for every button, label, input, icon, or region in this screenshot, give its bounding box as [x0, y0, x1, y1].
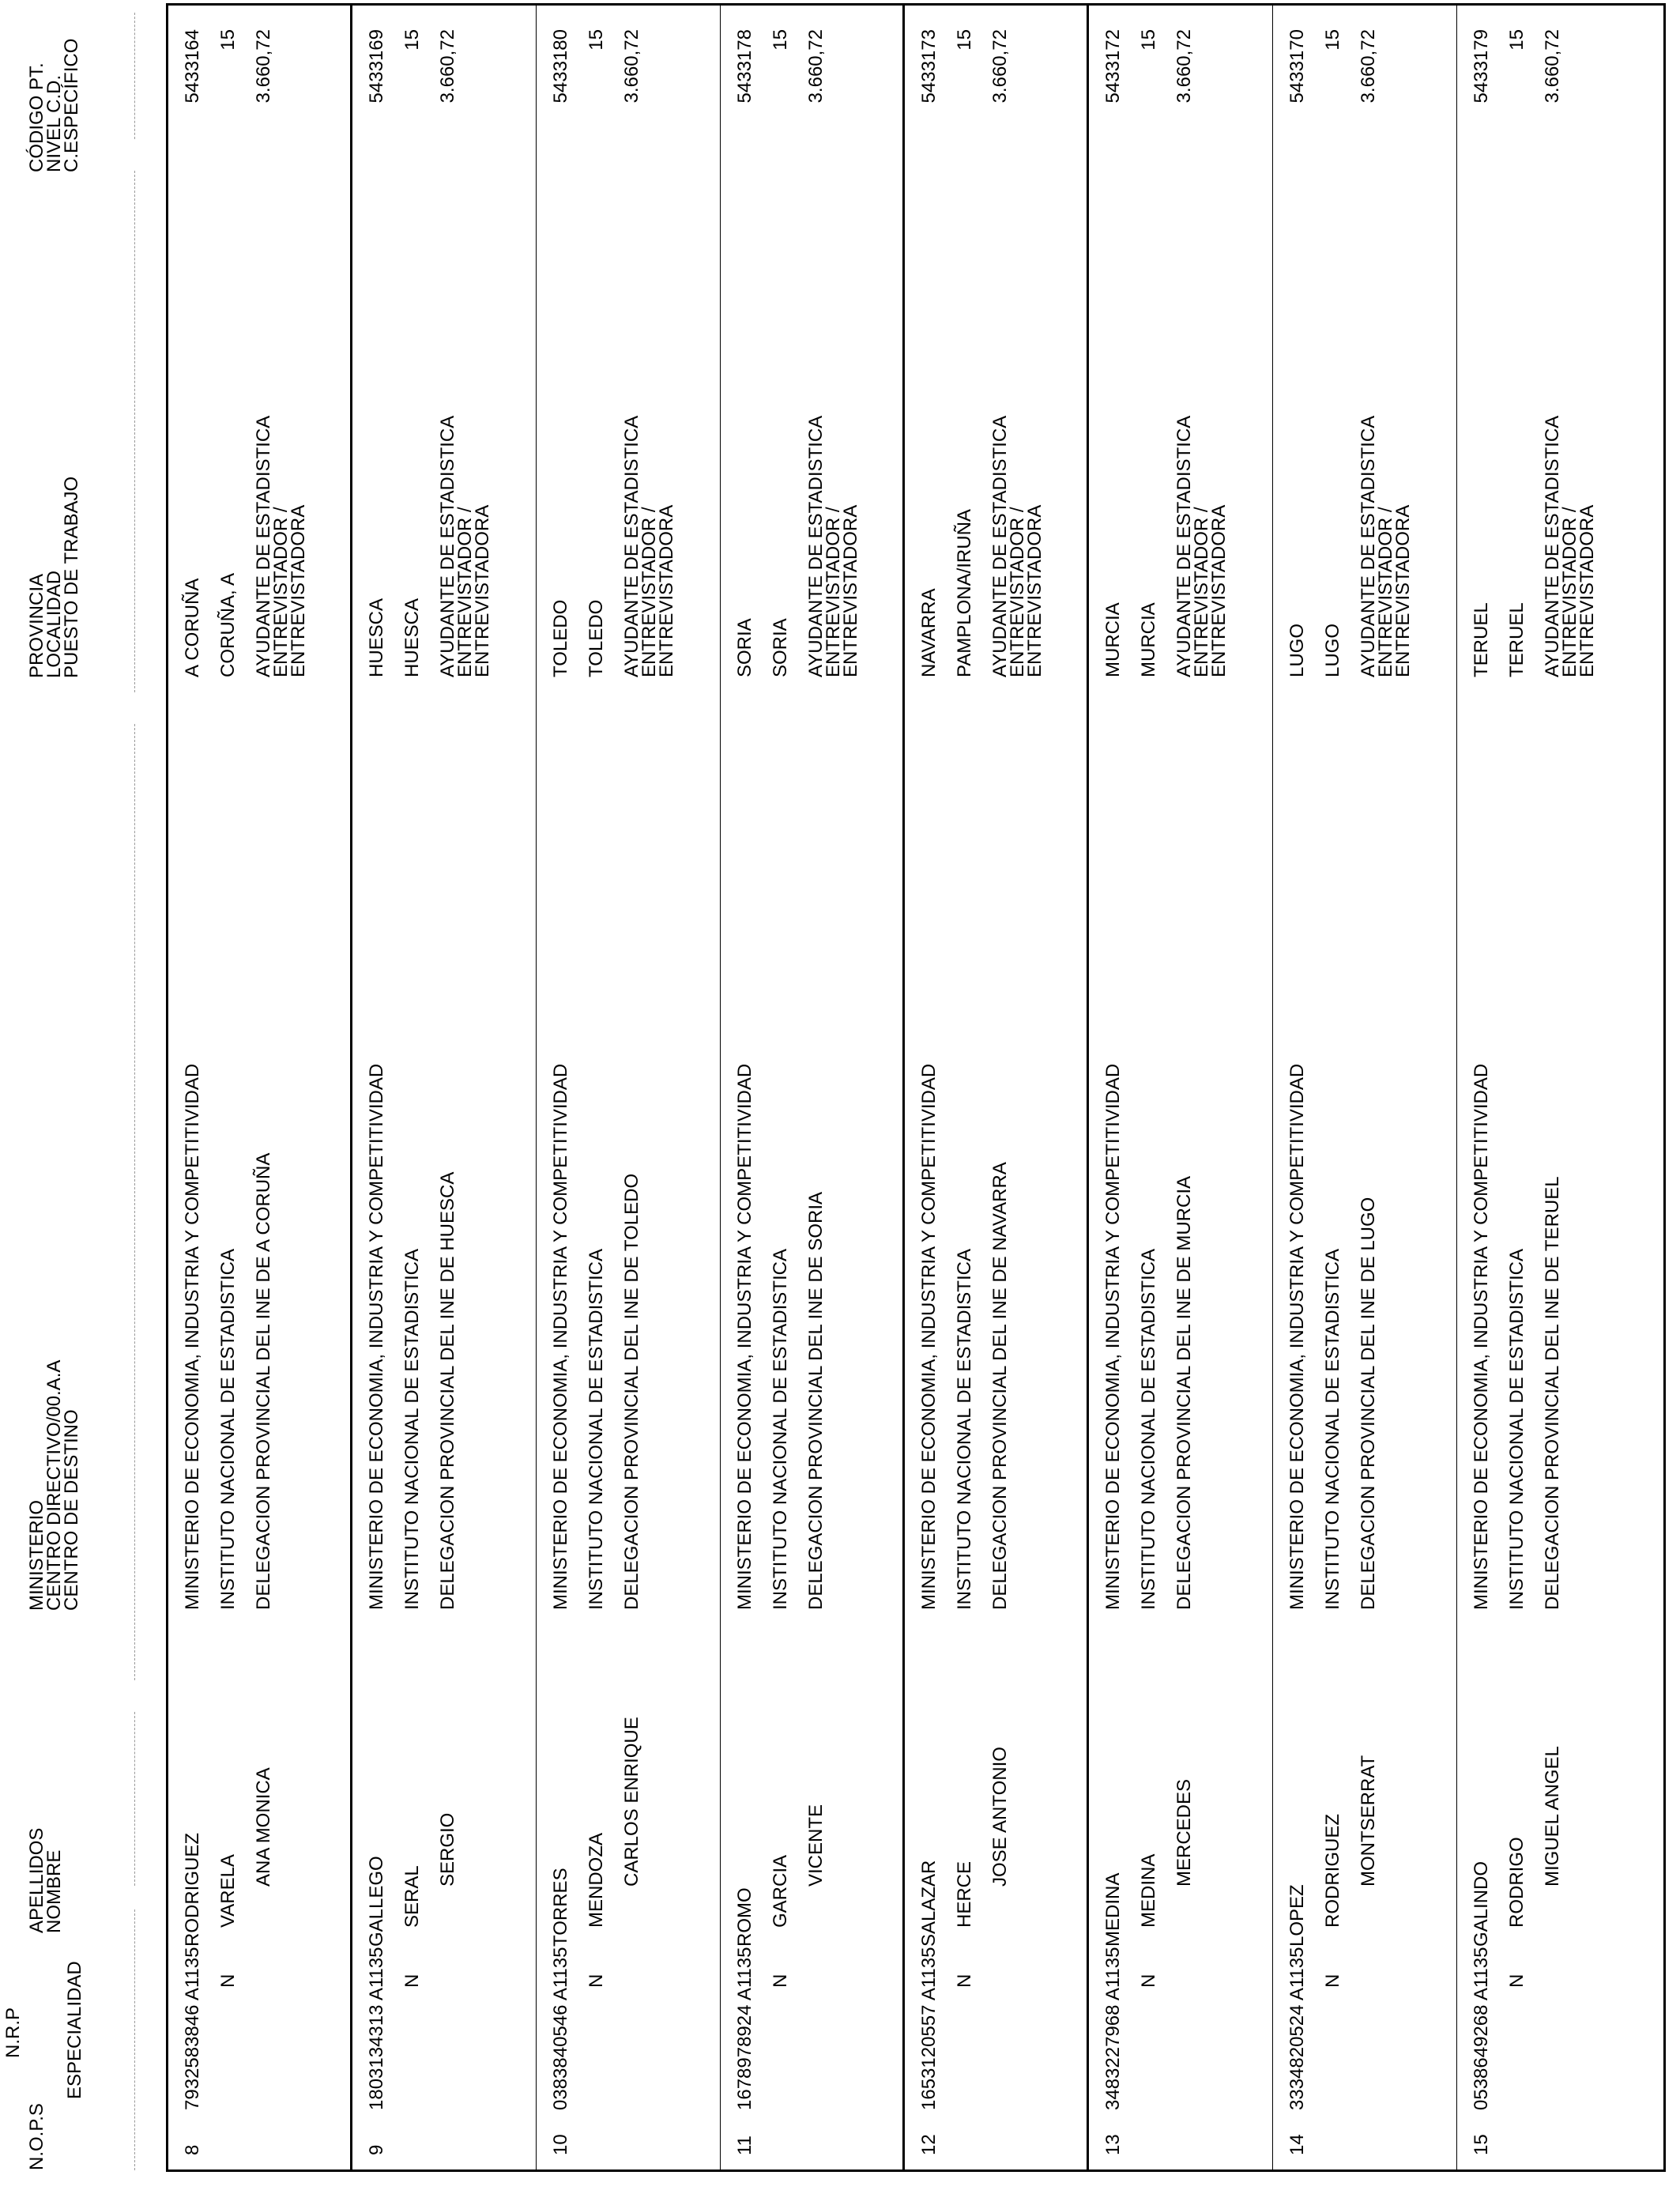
record-ministerio: MINISTERIO DE ECONOMIA, INDUSTRIA Y COMPETITIVIDAD	[182, 1063, 203, 1610]
record-nivel: 15	[1138, 29, 1159, 51]
record-especifico: 3.660,72	[253, 29, 274, 104]
header-nivel: NIVEL C.D.	[43, 74, 65, 172]
record-provincia: LUGO	[1286, 623, 1308, 677]
record-centro-destino: DELEGACION PROVINCIAL DEL INE DE LUGO	[1358, 1197, 1379, 1610]
record-nrp: 3483227968 A1135	[1102, 1947, 1124, 2110]
record-especialidad: N	[954, 1973, 975, 1988]
record-puesto-line2: ENTREVISTADOR /	[1375, 507, 1396, 677]
record-apellido1: ROMO	[734, 1887, 755, 1947]
record-nombre: MIGUEL ANGEL	[1542, 1746, 1563, 1887]
record-nombre: SERGIO	[437, 1812, 458, 1887]
record-puesto-line1: AYUDANTE DE ESTADISTICA	[989, 415, 1011, 677]
header-codigo	[28, 30, 147, 172]
record-apellido1: GALINDO	[1471, 1860, 1492, 1947]
record-puesto-line2: ENTREVISTADOR /	[1191, 507, 1212, 677]
record-centro-destino: DELEGACION PROVINCIAL DEL INE DE HUESCA	[437, 1171, 458, 1610]
record-especifico: 3.660,72	[437, 29, 458, 104]
record-localidad: HUESCA	[401, 598, 423, 677]
record-codigo: 5433169	[366, 29, 387, 104]
record-especifico: 3.660,72	[805, 29, 827, 104]
record-codigo: 5433178	[734, 29, 755, 104]
record-puesto-line2: ENTREVISTADOR /	[1007, 507, 1028, 677]
record-nivel: 15	[954, 29, 975, 51]
record-provincia: MURCIA	[1102, 602, 1124, 677]
record-apellido2: SERAL	[401, 1865, 423, 1928]
record-nops: 10	[550, 2134, 571, 2155]
record-nombre: MERCEDES	[1173, 1778, 1195, 1887]
record-row	[1089, 6, 1273, 2169]
record-centro-destino: DELEGACION PROVINCIAL DEL INE DE SORIA	[805, 1191, 827, 1610]
record-apellido2: RODRIGO	[1506, 1837, 1527, 1928]
record-row	[168, 6, 352, 2169]
record-codigo: 5433164	[182, 29, 203, 104]
record-puesto-line3: ENTREVISTADORA	[1208, 504, 1230, 677]
record-especifico: 3.660,72	[989, 29, 1011, 104]
record-apellido2: HERCE	[954, 1860, 975, 1928]
record-codigo: 5433173	[918, 29, 940, 104]
header-provincia-puesto	[28, 362, 147, 678]
record-localidad: SORIA	[770, 618, 791, 677]
header-especifico: C.ESPECÍFICO	[61, 38, 82, 172]
record-nrp: 0538649268 A1135	[1471, 1947, 1492, 2110]
record-localidad: TERUEL	[1506, 602, 1527, 677]
record-puesto-line3: ENTREVISTADORA	[1024, 504, 1045, 677]
record-especifico: 3.660,72	[1173, 29, 1195, 104]
record-nrp: 1803134313 A1135	[366, 1947, 387, 2110]
header-apellidos: APELLIDOS	[26, 1827, 47, 1933]
record-apellido1: MEDINA	[1102, 1872, 1124, 1947]
record-nops: 8	[182, 2144, 203, 2155]
record-puesto-line1: AYUDANTE DE ESTADISTICA	[1542, 415, 1563, 677]
record-nombre: VICENTE	[805, 1804, 827, 1887]
record-puesto-line1: AYUDANTE DE ESTADISTICA	[1358, 415, 1379, 677]
record-especialidad: N	[217, 1973, 239, 1988]
record-nops: 11	[734, 2136, 755, 2155]
record-centro-destino: DELEGACION PROVINCIAL DEL INE DE NAVARRA	[989, 1162, 1011, 1610]
record-localidad: CORUÑA, A	[217, 572, 239, 677]
header-rule	[134, 1712, 136, 1886]
header-rule	[134, 724, 136, 1680]
record-puesto-line1: AYUDANTE DE ESTADISTICA	[437, 415, 458, 677]
record-apellido2: VARELA	[217, 1854, 239, 1928]
record-centro-directivo: INSTITUTO NACIONAL DE ESTADISTICA	[401, 1249, 423, 1610]
record-apellido1: SALAZAR	[918, 1860, 940, 1947]
record-especialidad: N	[1506, 1973, 1527, 1988]
record-localidad: LUGO	[1322, 623, 1343, 677]
record-localidad: MURCIA	[1138, 602, 1159, 677]
record-nivel: 15	[586, 29, 607, 51]
record-nrp: 1653120557 A1135	[918, 1947, 940, 2110]
header-ministerio-centro	[28, 1137, 147, 1611]
record-localidad: TOLEDO	[586, 599, 607, 677]
record-nombre: CARLOS ENRIQUE	[621, 1717, 642, 1887]
header-apellidos-nombre	[28, 1696, 147, 1933]
record-codigo: 5433180	[550, 29, 571, 104]
record-provincia: NAVARRA	[918, 588, 940, 677]
record-codigo: 5433170	[1286, 29, 1308, 104]
record-puesto-line1: AYUDANTE DE ESTADISTICA	[1173, 415, 1195, 677]
record-centro-directivo: INSTITUTO NACIONAL DE ESTADISTICA	[1506, 1249, 1527, 1610]
record-centro-destino: DELEGACION PROVINCIAL DEL INE DE MURCIA	[1173, 1176, 1195, 1610]
record-centro-directivo: INSTITUTO NACIONAL DE ESTADISTICA	[1138, 1249, 1159, 1610]
record-nivel: 15	[770, 29, 791, 51]
record-especialidad: N	[1138, 1973, 1159, 1988]
record-puesto-line1: AYUDANTE DE ESTADISTICA	[253, 415, 274, 677]
record-puesto-line1: AYUDANTE DE ESTADISTICA	[621, 415, 642, 677]
records-table	[166, 3, 1666, 2172]
record-nombre: MONTSERRAT	[1358, 1755, 1379, 1887]
record-row	[352, 6, 537, 2169]
record-provincia: HUESCA	[366, 598, 387, 677]
header-localidad: LOCALIDAD	[43, 570, 65, 678]
record-nivel: 15	[1322, 29, 1343, 51]
header-ministerio: MINISTERIO	[26, 1499, 47, 1611]
record-especialidad: N	[770, 1973, 791, 1988]
record-puesto-line3: ENTREVISTADORA	[1392, 504, 1414, 677]
header-centro-directivo: CENTRO DIRECTIVO/00.A.A	[43, 1359, 65, 1611]
record-row	[905, 6, 1089, 2169]
record-nivel: 15	[217, 29, 239, 51]
record-ministerio: MINISTERIO DE ECONOMIA, INDUSTRIA Y COMPETITIVIDAD	[550, 1063, 571, 1610]
header-puesto: PUESTO DE TRABAJO	[61, 476, 82, 678]
record-puesto-line2: ENTREVISTADOR /	[638, 507, 660, 677]
record-apellido1: GALLEGO	[366, 1856, 387, 1947]
record-puesto-line3: ENTREVISTADORA	[656, 504, 677, 677]
record-nivel: 15	[1506, 29, 1527, 51]
record-nrp: 7932583846 A1135	[182, 1947, 203, 2110]
record-row	[721, 6, 905, 2169]
record-nops: 15	[1471, 2134, 1492, 2155]
record-puesto-line1: AYUDANTE DE ESTADISTICA	[805, 415, 827, 677]
header-nombre: NOMBRE	[43, 1849, 65, 1933]
record-puesto-line3: ENTREVISTADORA	[472, 504, 493, 677]
record-ministerio: MINISTERIO DE ECONOMIA, INDUSTRIA Y COMPETITIVIDAD	[1102, 1063, 1124, 1610]
record-nops: 12	[918, 2134, 940, 2155]
record-centro-directivo: INSTITUTO NACIONAL DE ESTADISTICA	[217, 1249, 239, 1610]
record-ministerio: MINISTERIO DE ECONOMIA, INDUSTRIA Y COMPETITIVIDAD	[918, 1063, 940, 1610]
record-puesto-line3: ENTREVISTADORA	[840, 504, 861, 677]
record-row	[537, 6, 721, 2169]
record-centro-directivo: INSTITUTO NACIONAL DE ESTADISTICA	[770, 1249, 791, 1610]
record-ministerio: MINISTERIO DE ECONOMIA, INDUSTRIA Y COMPETITIVIDAD	[1471, 1063, 1492, 1610]
record-provincia: A CORUÑA	[182, 578, 203, 677]
record-apellido2: RODRIGUEZ	[1322, 1814, 1343, 1928]
record-codigo: 5433179	[1471, 29, 1492, 104]
record-nops: 13	[1102, 2134, 1124, 2155]
record-nops: 14	[1286, 2134, 1308, 2155]
header-centro-destino: CENTRO DE DESTINO	[61, 1409, 82, 1611]
record-especialidad: N	[1322, 1973, 1343, 1988]
record-provincia: SORIA	[734, 618, 755, 677]
record-apellido2: GARCIA	[770, 1854, 791, 1928]
record-centro-destino: DELEGACION PROVINCIAL DEL INE DE TERUEL	[1542, 1176, 1563, 1610]
record-especialidad: N	[401, 1973, 423, 1988]
header-provincia: PROVINCIA	[26, 573, 47, 678]
header-rule	[134, 1909, 136, 2170]
header-rule	[134, 13, 136, 139]
record-especifico: 3.660,72	[1542, 29, 1563, 104]
record-apellido1: LOPEZ	[1286, 1884, 1308, 1947]
record-especialidad: N	[586, 1973, 607, 1988]
header-especialidad: ESPECIALIDAD	[64, 1961, 85, 2099]
record-nrp: 3334820524 A1135	[1286, 1947, 1308, 2110]
record-centro-destino: DELEGACION PROVINCIAL DEL INE DE A CORUÑA	[253, 1152, 274, 1610]
record-especifico: 3.660,72	[1358, 29, 1379, 104]
record-nombre: ANA MONICA	[253, 1767, 274, 1887]
record-ministerio: MINISTERIO DE ECONOMIA, INDUSTRIA Y COMPETITIVIDAD	[366, 1063, 387, 1610]
record-row	[1273, 6, 1457, 2169]
record-nrp: 0383840546 A1135	[550, 1947, 571, 2110]
header-rule	[134, 171, 136, 692]
record-provincia: TERUEL	[1471, 602, 1492, 677]
record-puesto-line2: ENTREVISTADOR /	[454, 507, 476, 677]
record-nrp: 1678978924 A1135	[734, 1947, 755, 2110]
record-codigo: 5433172	[1102, 29, 1124, 104]
record-nombre: JOSE ANTONIO	[989, 1747, 1011, 1887]
record-puesto-line3: ENTREVISTADORA	[288, 504, 309, 677]
record-apellido1: TORRES	[550, 1868, 571, 1947]
record-especifico: 3.660,72	[621, 29, 642, 104]
record-centro-destino: DELEGACION PROVINCIAL DEL INE DE TOLEDO	[621, 1173, 642, 1610]
record-apellido2: MEDINA	[1138, 1853, 1159, 1928]
record-centro-directivo: INSTITUTO NACIONAL DE ESTADISTICA	[1322, 1249, 1343, 1610]
record-nops: 9	[366, 2144, 387, 2155]
record-apellido2: MENDOZA	[586, 1833, 607, 1928]
record-localidad: PAMPLONA/IRUÑA	[954, 509, 975, 677]
record-provincia: TOLEDO	[550, 599, 571, 677]
header-nrp: N.R.P	[2, 2007, 24, 2058]
record-nivel: 15	[401, 29, 423, 51]
record-row	[1457, 6, 1641, 2169]
record-puesto-line2: ENTREVISTADOR /	[823, 507, 844, 677]
record-puesto-line3: ENTREVISTADORA	[1576, 504, 1598, 677]
header-nops-nrp	[2, 1961, 147, 2170]
header-codigo-pt: CÓDIGO PT.	[26, 62, 47, 172]
record-centro-directivo: INSTITUTO NACIONAL DE ESTADISTICA	[586, 1249, 607, 1610]
record-puesto-line2: ENTREVISTADOR /	[1559, 507, 1580, 677]
record-puesto-line2: ENTREVISTADOR /	[270, 507, 292, 677]
record-centro-directivo: INSTITUTO NACIONAL DE ESTADISTICA	[954, 1249, 975, 1610]
header-nops: N.O.P.S	[26, 2103, 47, 2170]
record-ministerio: MINISTERIO DE ECONOMIA, INDUSTRIA Y COMPETITIVIDAD	[1286, 1063, 1308, 1610]
record-ministerio: MINISTERIO DE ECONOMIA, INDUSTRIA Y COMPETITIVIDAD	[734, 1063, 755, 1610]
record-apellido1: RODRIGUEZ	[182, 1833, 203, 1947]
